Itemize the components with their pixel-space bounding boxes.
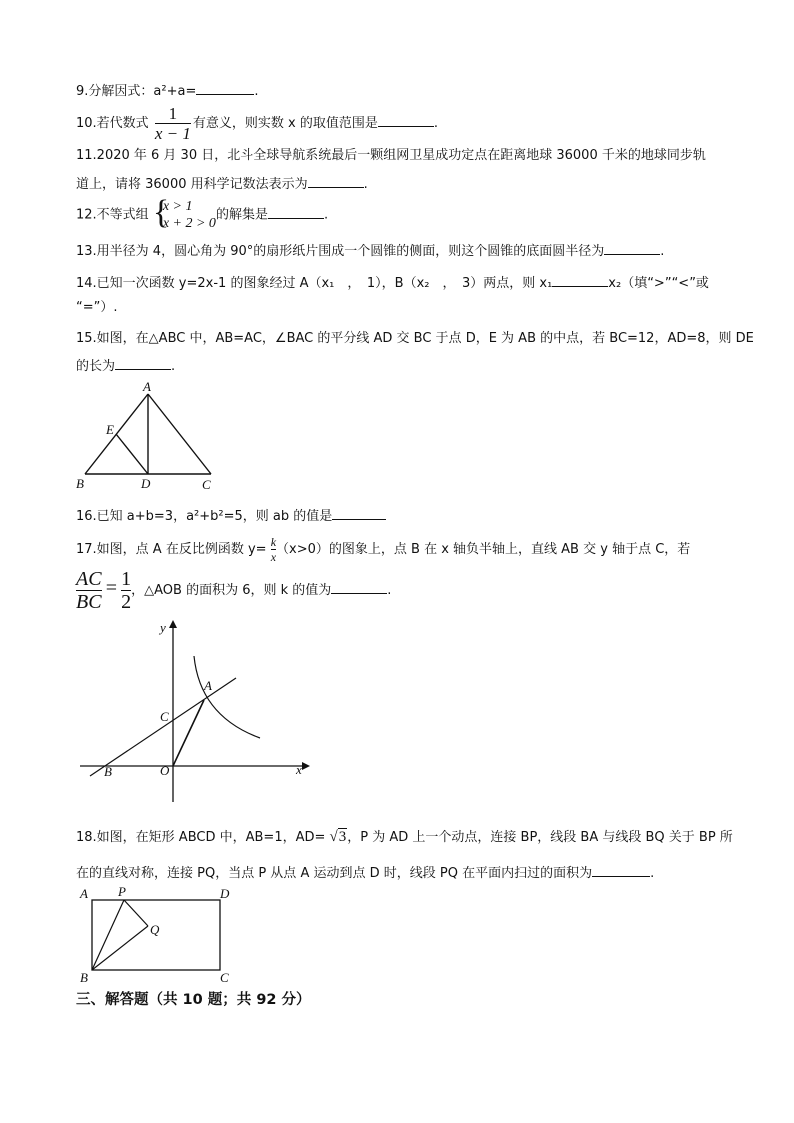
- answer-blank[interactable]: [592, 862, 650, 877]
- q17-line2-text: ，△AOB 的面积为 6，则 k 的值为: [131, 583, 332, 598]
- q15-end: .: [171, 359, 176, 374]
- question-14-line2: “=”）.: [76, 300, 118, 315]
- label-a: A: [204, 678, 212, 693]
- label-c: C: [202, 477, 211, 492]
- q14-line1a: 14.已知一次函数 y=2x-1 的图象经过 A（x₁ ， 1），B（x₂ ， 3）两点，则 x₁: [76, 276, 553, 291]
- label-x: x: [296, 762, 302, 777]
- q17-end: .: [387, 583, 392, 598]
- answer-blank[interactable]: [604, 240, 660, 255]
- label-d: D: [141, 476, 151, 491]
- label-e: E: [106, 422, 114, 437]
- label-a: A: [143, 379, 151, 394]
- equals-sign: =: [105, 577, 117, 599]
- segment-pq: [124, 900, 148, 926]
- segment-ac: [148, 394, 211, 474]
- label-c: C: [160, 709, 169, 724]
- fraction-numerator: k: [270, 535, 277, 549]
- inequality-2: x + 2 > 0: [162, 216, 216, 231]
- question-9: [76, 80, 258, 101]
- one-half-fraction: [121, 569, 131, 612]
- q18-line1b: ，P 为 AD 上一个动点，连接 BP，线段 BA 与线段 BQ 关于 BP 所: [347, 830, 733, 845]
- q10-pre: 10.若代数式: [76, 116, 149, 131]
- question-11-line2: [76, 173, 368, 194]
- inequality-system: { x > 1 x + 2 > 0: [152, 194, 216, 231]
- question-18-line2: [76, 862, 654, 883]
- q9-text: 9.分解因式：a²+a=: [76, 84, 197, 99]
- q9-end: .: [254, 84, 259, 99]
- answer-blank[interactable]: [115, 355, 171, 370]
- question-17-line2: [76, 566, 391, 613]
- answer-blank[interactable]: [332, 505, 386, 520]
- fraction-numerator: 1: [121, 568, 132, 590]
- q14-line1b: x₂（填“>”“<”或: [608, 276, 709, 291]
- line-ab: [90, 678, 236, 776]
- q12-post: 的解集是: [215, 207, 268, 223]
- q12-end: .: [323, 207, 329, 223]
- label-b: B: [76, 476, 84, 491]
- q17-coordinate-figure: [74, 618, 314, 808]
- q18-line2-text: 在的直线对称，连接 PQ，当点 P 从点 A 运动到点 D 时，线段 PQ 在平面内扫过的面积为: [76, 866, 593, 881]
- fraction-denominator: 2: [121, 591, 132, 613]
- q18-end: .: [650, 866, 655, 881]
- inequality-1: x > 1: [162, 199, 193, 214]
- fraction-denominator: x: [270, 550, 277, 564]
- q15-line2-text: 的长为: [76, 359, 116, 374]
- q13-end: .: [660, 244, 665, 259]
- q15-triangle-figure: [70, 378, 230, 496]
- fraction-numerator: AC: [76, 568, 102, 590]
- answer-blank[interactable]: [552, 272, 608, 287]
- segment-bq: [92, 926, 148, 970]
- fraction-denominator: BC: [76, 591, 102, 613]
- q10-post: 有意义，则实数 x 的取值范围是: [192, 116, 378, 131]
- fraction-numerator: 1: [168, 104, 178, 123]
- q11-end: .: [363, 177, 368, 192]
- question-15-line1: 15.如图，在△ABC 中，AB=AC，∠BAC 的平分线 AD 交 BC 于点 D，E 为 AB 的中点，若 BC=12，AD=8，则 DE: [76, 331, 754, 346]
- question-14-line1: [76, 272, 709, 293]
- radicand: 3: [338, 829, 347, 845]
- x-axis-arrow: [302, 762, 310, 770]
- q10-fraction: [155, 105, 191, 142]
- label-a: A: [80, 886, 88, 901]
- question-16: [76, 505, 386, 526]
- label-o: O: [160, 763, 170, 778]
- q17-line1b: （x>0）的图象上，点 B 在 x 轴负半轴上，直线 AB 交 y 轴于点 C，若: [276, 542, 691, 557]
- label-y: y: [160, 620, 166, 635]
- fraction-denominator: x − 1: [154, 124, 191, 143]
- segment-bp: [92, 900, 124, 970]
- answer-blank[interactable]: [268, 204, 324, 219]
- label-b: B: [80, 970, 88, 985]
- q18-rectangle-figure: [74, 882, 244, 988]
- label-d: D: [220, 886, 230, 901]
- label-p: P: [118, 884, 126, 899]
- q11-line2-text: 道上，请将 36000 用科学记数法表示为: [76, 177, 308, 192]
- label-q: Q: [150, 922, 160, 937]
- label-c: C: [220, 970, 229, 985]
- segment-de: [116, 434, 148, 474]
- hyperbola-curve: [194, 656, 260, 738]
- question-12: [76, 194, 329, 233]
- q13-text: 13.用半径为 4，圆心角为 90°的扇形纸片围成一个圆锥的侧面，则这个圆锥的底面圆半径为: [76, 244, 605, 259]
- question-15-line2: [76, 355, 175, 376]
- question-17-line1: [76, 536, 690, 563]
- answer-blank[interactable]: [308, 173, 364, 188]
- q10-end: .: [433, 116, 438, 131]
- q18-line1a: 18.如图，在矩形 ABCD 中，AB=1，AD=: [76, 830, 326, 845]
- section-heading: 三、解答题（共 10 题；共 92 分）: [76, 992, 311, 1008]
- question-10: [76, 104, 438, 144]
- ac-over-bc-fraction: [76, 569, 102, 612]
- answer-blank[interactable]: [331, 579, 387, 594]
- label-b: B: [104, 764, 112, 779]
- q16-text: 16.已知 a+b=3，a²+b²=5，则 ab 的值是: [76, 509, 333, 524]
- answer-blank[interactable]: [196, 80, 254, 95]
- q12-pre: 12.不等式组: [76, 207, 149, 223]
- question-11-line1: 11.2020 年 6 月 30 日，北斗全球导航系统最后一颗组网卫星成功定点在距离地球 36000 千米的地球同步轨: [76, 148, 706, 163]
- sqrt-3: √3: [329, 829, 347, 845]
- y-axis-arrow: [169, 620, 177, 628]
- question-18-line1: [76, 828, 733, 847]
- answer-blank[interactable]: [378, 112, 434, 127]
- q17-line1a: 17.如图，点 A 在反比例函数 y=: [76, 542, 267, 557]
- question-13: [76, 240, 664, 261]
